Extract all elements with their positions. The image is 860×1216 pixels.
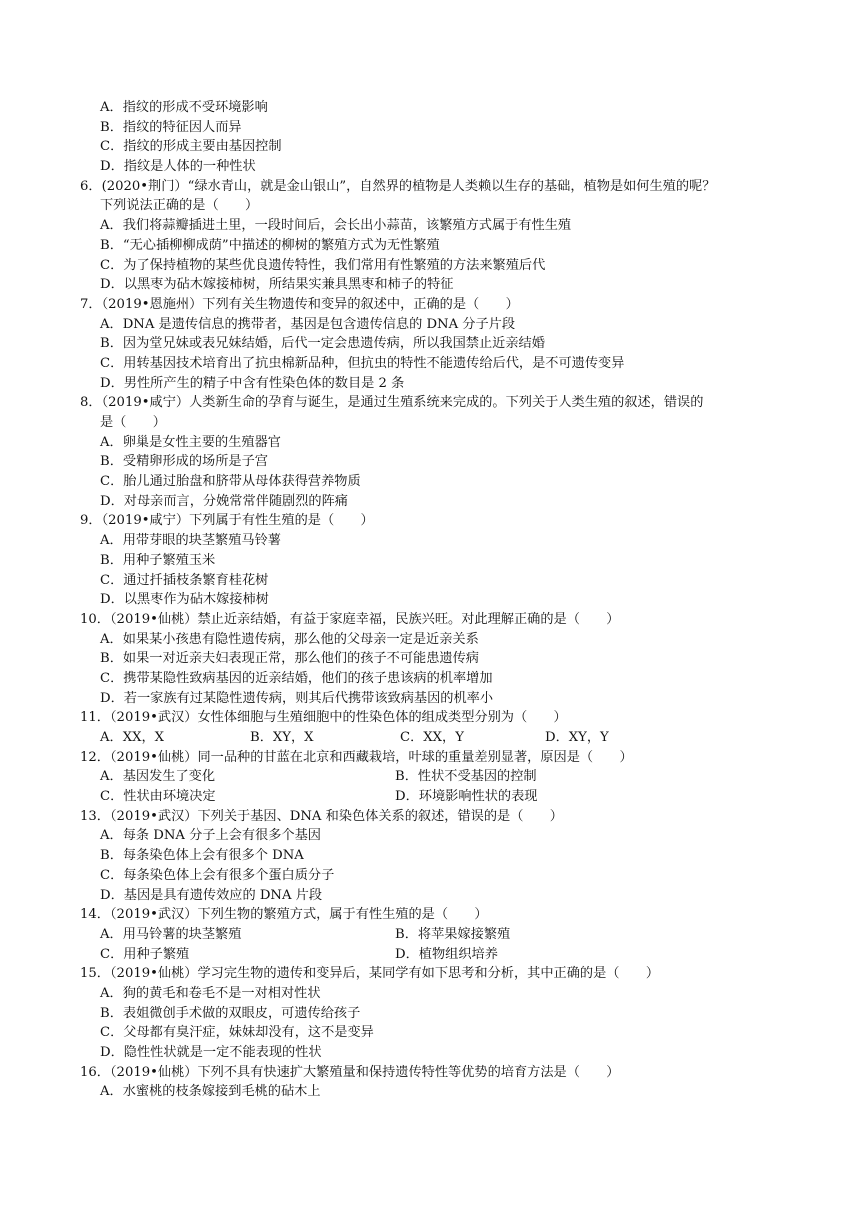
q15-stem: 15．（2019•仙桃）学习完生物的遗传和变异后，某同学有如下思考和分析，其中正确的是（ ） xyxy=(80,966,660,982)
q8-option-d: D．对母亲而言，分娩常常伴随剧烈的阵痛 xyxy=(100,493,348,509)
q6-option-a: A．我们将蒜瓣插进土里，一段时间后，会长出小蒜苗，该繁殖方式属于有性生殖 xyxy=(100,218,572,234)
q11-option-d: D．XY，Y xyxy=(545,730,609,745)
q14-options-row-2 xyxy=(80,945,800,965)
q11-stem: 11．（2019•武汉）女性体细胞与生殖细胞中的性染色体的组成类型分别为（ ） xyxy=(80,710,567,726)
q8-option-c: C．胎儿通过胎盘和脐带从母体获得营养物质 xyxy=(100,474,361,490)
q11-options-row xyxy=(80,728,800,748)
q12-options-row-2 xyxy=(80,787,800,807)
q9-stem: 9．（2019•咸宁）下列属于有性生殖的是（ ） xyxy=(80,513,374,529)
q10-option-c: C．携带某隐性致病基因的近亲结婚，他们的孩子患该病的机率增加 xyxy=(100,670,493,686)
q14-option-a: A．用马铃薯的块茎繁殖 xyxy=(100,926,242,942)
q13-option-c: C．每条染色体上会有很多个蛋白质分子 xyxy=(100,867,335,883)
q6-option-b: B．“无心插柳柳成荫”中描述的柳树的繁殖方式为无性繁殖 xyxy=(100,237,440,253)
q10-option-d: D．若一家族有过某隐性遗传病，则其后代携带该致病基因的机率小 xyxy=(100,690,494,706)
q11-option-c: C．XX，Y xyxy=(400,730,464,745)
q9-option-d: D．以黑枣作为砧木嫁接柿树 xyxy=(100,592,269,608)
q6-stem-cont: 下列说法正确的是（ ） xyxy=(100,198,259,214)
q6-option-d: D．以黑枣为砧木嫁接柿树，所结果实兼具黑枣和柿子的特征 xyxy=(100,277,454,293)
q14-options-row-1 xyxy=(80,925,800,945)
q14-option-b: B．将苹果嫁接繁殖 xyxy=(395,926,511,942)
q8-stem-cont: 是（ ） xyxy=(100,415,166,430)
q5-option-c: C．指纹的形成主要由基因控制 xyxy=(100,139,282,155)
q6-stem: 6．(2020•荆门）“绿水青山，就是金山银山”，自然界的植物是人类赖以生存的基础，植物是如何生殖的呢？ xyxy=(80,178,716,194)
q5-option-d: D．指纹是人体的一种性状 xyxy=(100,159,256,175)
q14-option-d: D．植物组织培养 xyxy=(395,946,498,962)
q9-option-b: B．用种子繁殖玉米 xyxy=(100,552,216,568)
q11-option-b: B．XY，X xyxy=(250,730,314,745)
q10-option-b: B．如果一对近亲夫妇表现正常，那么他们的孩子不可能患遗传病 xyxy=(100,651,479,667)
q6-option-c: C．为了保持植物的某些优良遗传特性，我们常用有性繁殖的方法来繁殖后代 xyxy=(100,257,546,273)
q11-option-a: A．XX，X xyxy=(100,730,165,745)
q12-stem: 12．（2019•仙桃）同一品种的甘蓝在北京和西藏栽培，叶球的重量差别显著，原因是（ ） xyxy=(80,749,633,765)
question-sheet xyxy=(80,98,800,1102)
q7-option-b: B．因为堂兄妹或表兄妹结婚，后代一定会患遗传病，所以我国禁止近亲结婚 xyxy=(100,336,545,352)
q12-option-a: A．基因发生了变化 xyxy=(100,769,216,785)
q5-option-a: A．指纹的形成不受环境影响 xyxy=(100,100,268,115)
q7-option-d: D．男性所产生的精子中含有性染色体的数目是 2 条 xyxy=(100,375,405,391)
q10-stem: 10．（2019•仙桃）禁止近亲结婚，有益于家庭幸福，民族兴旺。对此理解正确的是（ ） xyxy=(80,611,620,627)
q13-stem: 13．（2019•武汉）下列关于基因、DNA 和染色体关系的叙述，错误的是（ ） xyxy=(80,808,563,824)
q12-option-b: B．性状不受基因的控制 xyxy=(395,769,537,785)
q8-option-b: B．受精卵形成的场所是子宫 xyxy=(100,454,268,470)
q15-option-b: B．表姐微创手术做的双眼皮，可遗传给孩子 xyxy=(100,1005,361,1021)
q9-option-c: C．通过扦插枝条繁育桂花树 xyxy=(100,572,269,588)
q12-option-c: C．性状由环境决定 xyxy=(100,789,216,805)
q7-option-a: A．DNA 是遗传信息的携带者，基因是包含遗传信息的 DNA 分子片段 xyxy=(100,316,516,332)
q14-stem: 14．（2019•武汉）下列生物的繁殖方式，属于有性生殖的是（ ） xyxy=(80,907,488,923)
q13-option-a: A．每条 DNA 分子上会有很多个基因 xyxy=(100,828,321,844)
q7-option-c: C．用转基因技术培育出了抗虫棉新品种，但抗虫的特性不能遗传给后代，是不可遗传变异 xyxy=(100,355,625,371)
q12-options-row-1 xyxy=(80,767,800,787)
q15-option-c: C．父母都有臭汗症，妹妹却没有，这不是变异 xyxy=(100,1025,374,1041)
q13-option-d: D．基因是具有遗传效应的 DNA 片段 xyxy=(100,887,323,903)
q16-option-a: A．水蜜桃的枝条嫁接到毛桃的砧木上 xyxy=(100,1084,321,1100)
q12-option-d: D．环境影响性状的表现 xyxy=(395,789,538,805)
q9-option-a: A．用带芽眼的块茎繁殖马铃薯 xyxy=(100,533,281,549)
q15-option-d: D．隐性性状就是一定不能表现的性状 xyxy=(100,1045,322,1060)
q7-stem: 7．（2019•恩施州）下列有关生物遗传和变异的叙述中，正确的是（ ） xyxy=(80,296,519,312)
q16-stem: 16．（2019•仙桃）下列不具有快速扩大繁殖量和保持遗传特性等优势的培育方法是（ ） xyxy=(80,1064,620,1080)
q8-option-a: A．卵巢是女性主要的生殖器官 xyxy=(100,434,281,450)
q14-option-c: C．用种子繁殖 xyxy=(100,946,190,962)
q5-option-b: B．指纹的特征因人而异 xyxy=(100,119,242,135)
q10-option-a: A．如果某小孩患有隐性遗传病，那么他的父母亲一定是近亲关系 xyxy=(100,631,479,647)
q15-option-a: A．狗的黄毛和卷毛不是一对相对性状 xyxy=(100,985,321,1001)
q8-stem: 8．（2019•咸宁）人类新生命的孕育与诞生，是通过生殖系统来完成的。下列关于人类生殖的叙述，错误的 xyxy=(80,395,704,411)
q13-option-b: B．每条染色体上会有很多个 DNA xyxy=(100,848,304,864)
